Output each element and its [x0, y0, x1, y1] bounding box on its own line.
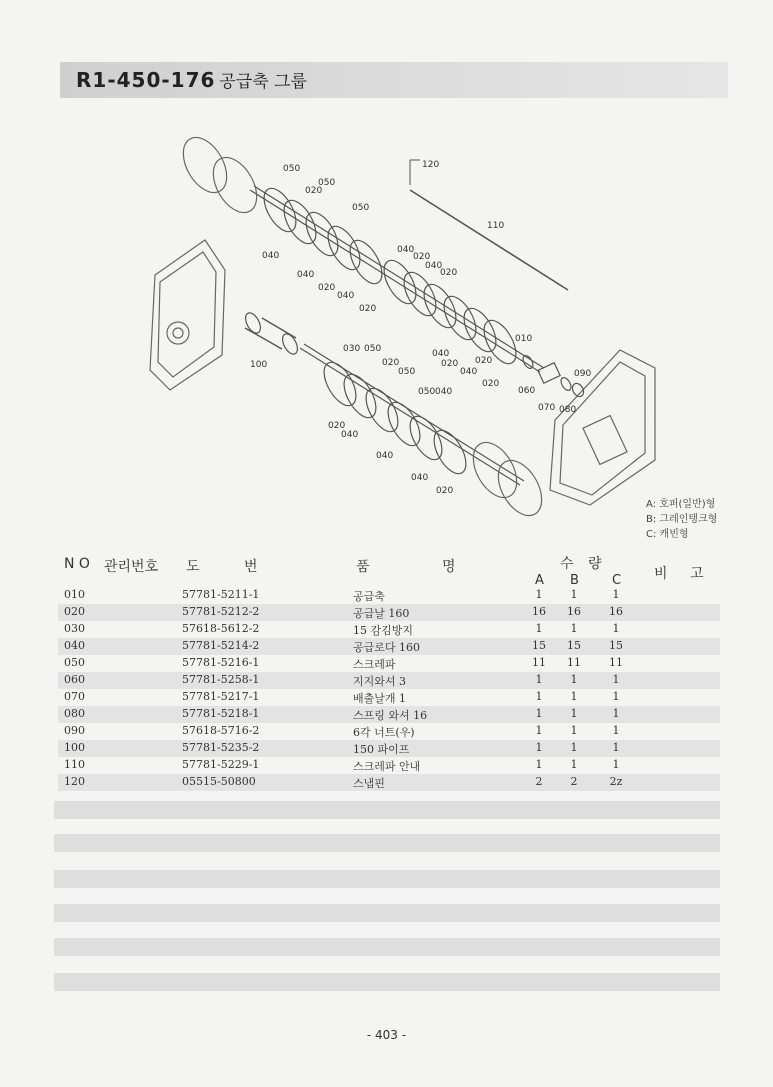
callout-label: 090 [574, 369, 592, 379]
callout-label: 020 [305, 186, 323, 196]
table-row [58, 706, 720, 723]
qty-b: 15 [567, 639, 581, 652]
callout-label: 040 [432, 349, 450, 359]
col-qty-b: B [570, 573, 579, 588]
blank-band [54, 834, 720, 852]
drawing-no: 57781-5258-1 [182, 673, 260, 686]
part-no: 120 [64, 775, 85, 788]
callout-label: 100 [250, 360, 268, 370]
qty-c: 1 [612, 622, 620, 635]
part-no: 020 [64, 605, 85, 618]
part-name: 배출날개 1 [353, 692, 406, 705]
drawing-no: 57618-5716-2 [182, 724, 260, 737]
part-name: 6각 너트(우) [353, 726, 415, 739]
qty-b: 1 [570, 588, 578, 601]
part-name: 공급로다 160 [353, 641, 420, 654]
qty-c: 1 [612, 707, 620, 720]
scraper-guide-rod [410, 190, 568, 290]
pipe-100 [243, 310, 301, 356]
callout-label: 040 [460, 367, 478, 377]
callout-label: 040 [397, 245, 415, 255]
col-remark-2: 고 [690, 566, 704, 582]
qty-c: 15 [609, 639, 623, 652]
qty-a: 1 [535, 741, 543, 754]
callout-label: 050 [318, 178, 336, 188]
callout-label: 110 [487, 221, 505, 231]
drawing-no: 57618-5612-2 [182, 622, 260, 635]
drawing-no: 57781-5229-1 [182, 758, 260, 771]
part-no: 070 [64, 690, 85, 703]
qty-a: 11 [532, 656, 546, 669]
table-row [58, 723, 720, 740]
qty-b: 1 [570, 622, 578, 635]
callout-label: 040 [297, 270, 315, 280]
callout-label: 020 [441, 359, 459, 369]
callout-label: 020 [436, 486, 454, 496]
part-name: 공급축 [353, 590, 385, 603]
callout-label: 040 [435, 387, 453, 397]
qty-c: 16 [609, 605, 623, 618]
qty-c: 1 [612, 758, 620, 771]
blank-band [54, 870, 720, 888]
qty-b: 16 [567, 605, 581, 618]
col-remark-1: 비 [654, 566, 668, 582]
qty-c: 2z [609, 775, 623, 788]
qty-c: 1 [612, 588, 620, 601]
callout-label: 050 [418, 387, 436, 397]
lower-roller-stack [318, 357, 473, 479]
exploded-parts-diagram [140, 125, 740, 530]
callout-label: 030 [343, 344, 361, 354]
callout-label: 020 [382, 358, 400, 368]
callout-label: 040 [411, 473, 429, 483]
callout-label: 020 [482, 379, 500, 389]
part-no: 010 [64, 588, 85, 601]
drawing-no: 57781-5218-1 [182, 707, 260, 720]
legend-b: B: 그레인탱크형 [646, 514, 718, 525]
blank-band [54, 973, 720, 991]
callout-label: 020 [440, 268, 458, 278]
table-row [58, 757, 720, 774]
top-left-sprocket [174, 130, 265, 220]
part-no: 040 [64, 639, 85, 652]
part-no: 090 [64, 724, 85, 737]
col-qty-c: C [612, 573, 622, 588]
qty-a: 1 [535, 707, 543, 720]
col-mgmt: 관리번호 [104, 559, 159, 575]
qty-b: 1 [570, 707, 578, 720]
qty-a: 1 [535, 758, 543, 771]
qty-b: 1 [570, 673, 578, 686]
qty-a: 1 [535, 588, 543, 601]
col-name-1: 품 [356, 559, 370, 575]
blank-band [54, 938, 720, 956]
part-no: 110 [64, 758, 85, 771]
table-row [58, 689, 720, 706]
qty-b: 1 [570, 758, 578, 771]
qty-a: 1 [535, 673, 543, 686]
table-row [58, 604, 720, 621]
part-name: 스프링 와셔 16 [353, 709, 428, 722]
qty-b: 1 [570, 741, 578, 754]
part-name: 스크레파 [353, 658, 396, 671]
callout-label: 040 [376, 451, 394, 461]
legend-c: C: 캐빈형 [646, 529, 689, 540]
part-no: 060 [64, 673, 85, 686]
qty-a: 1 [535, 622, 543, 635]
callout-label: 120 [422, 160, 440, 170]
col-qty-2: 량 [588, 556, 602, 572]
qty-a: 16 [532, 605, 546, 618]
qty-c: 1 [612, 690, 620, 703]
blank-band [54, 801, 720, 819]
blank-band [54, 904, 720, 922]
callout-label: 050 [398, 367, 416, 377]
left-frame-plate [150, 240, 225, 390]
qty-c: 1 [612, 673, 620, 686]
callout-label: 010 [515, 334, 533, 344]
page-number: - 403 - [366, 1028, 407, 1042]
col-qty-1: 수 [560, 556, 574, 572]
bottom-right-sprocket [464, 435, 550, 523]
callout-label: 050 [283, 164, 301, 174]
drawing-no: 57781-5217-1 [182, 690, 260, 703]
legend-a: A: 호퍼(일반)형 [646, 499, 716, 510]
part-no: 050 [64, 656, 85, 669]
part-name: 15 감김방지 [353, 624, 413, 637]
group-code: R1-450-176 [76, 68, 216, 92]
callout-label: 020 [359, 304, 377, 314]
qty-b: 1 [570, 690, 578, 703]
part-name: 150 파이프 [353, 743, 410, 756]
qty-c: 1 [612, 724, 620, 737]
qty-c: 1 [612, 741, 620, 754]
callout-label: 050 [364, 344, 382, 354]
group-name: 공급축 그룹 [219, 72, 307, 92]
table-row [58, 621, 720, 638]
callout-label: 050 [352, 203, 370, 213]
drawing-no: 57781-5214-2 [182, 639, 260, 652]
qty-c: 11 [609, 656, 623, 669]
table-row [58, 672, 720, 689]
col-dwg-2: 번 [244, 559, 258, 575]
callout-label: 040 [425, 261, 443, 271]
part-name: 스냅핀 [353, 777, 385, 790]
callout-label: 020 [413, 252, 431, 262]
drawing-no: 05515-50800 [182, 775, 256, 788]
col-qty-a: A [535, 573, 544, 588]
qty-a: 15 [532, 639, 546, 652]
table-row [58, 655, 720, 672]
right-frame-plate [550, 350, 655, 505]
table-row [58, 638, 720, 655]
drawing-no: 57781-5216-1 [182, 656, 260, 669]
qty-a: 1 [535, 690, 543, 703]
qty-b: 11 [567, 656, 581, 669]
callout-label: 040 [262, 251, 280, 261]
callout-label: 080 [559, 405, 577, 415]
qty-b: 1 [570, 724, 578, 737]
col-name-2: 명 [442, 559, 456, 575]
qty-a: 1 [535, 724, 543, 737]
part-no: 080 [64, 707, 85, 720]
drawing-no: 57781-5211-1 [182, 588, 260, 601]
qty-a: 2 [535, 775, 543, 788]
callout-label: 040 [341, 430, 359, 440]
qty-b: 2 [570, 775, 578, 788]
col-no: N O [64, 556, 90, 572]
model-legend [646, 497, 717, 542]
callout-label: 040 [337, 291, 355, 301]
part-no: 030 [64, 622, 85, 635]
upper-shaft [250, 190, 540, 372]
drawing-no: 57781-5212-2 [182, 605, 260, 618]
callout-label: 060 [518, 386, 536, 396]
drawing-no: 57781-5235-2 [182, 741, 260, 754]
callout-label: 070 [538, 403, 556, 413]
snap-pin-120 [410, 160, 420, 185]
part-name: 스크레파 안내 [353, 760, 421, 773]
part-name: 지지와셔 3 [353, 675, 406, 688]
callout-label: 020 [475, 356, 493, 366]
part-name: 공급날 160 [353, 607, 410, 620]
callout-label: 020 [328, 421, 346, 431]
part-no: 100 [64, 741, 85, 754]
table-row [58, 740, 720, 757]
callout-label: 020 [318, 283, 336, 293]
table-row [58, 774, 720, 791]
col-dwg-1: 도 [186, 559, 200, 575]
table-row [58, 587, 720, 604]
page-title [76, 64, 307, 96]
